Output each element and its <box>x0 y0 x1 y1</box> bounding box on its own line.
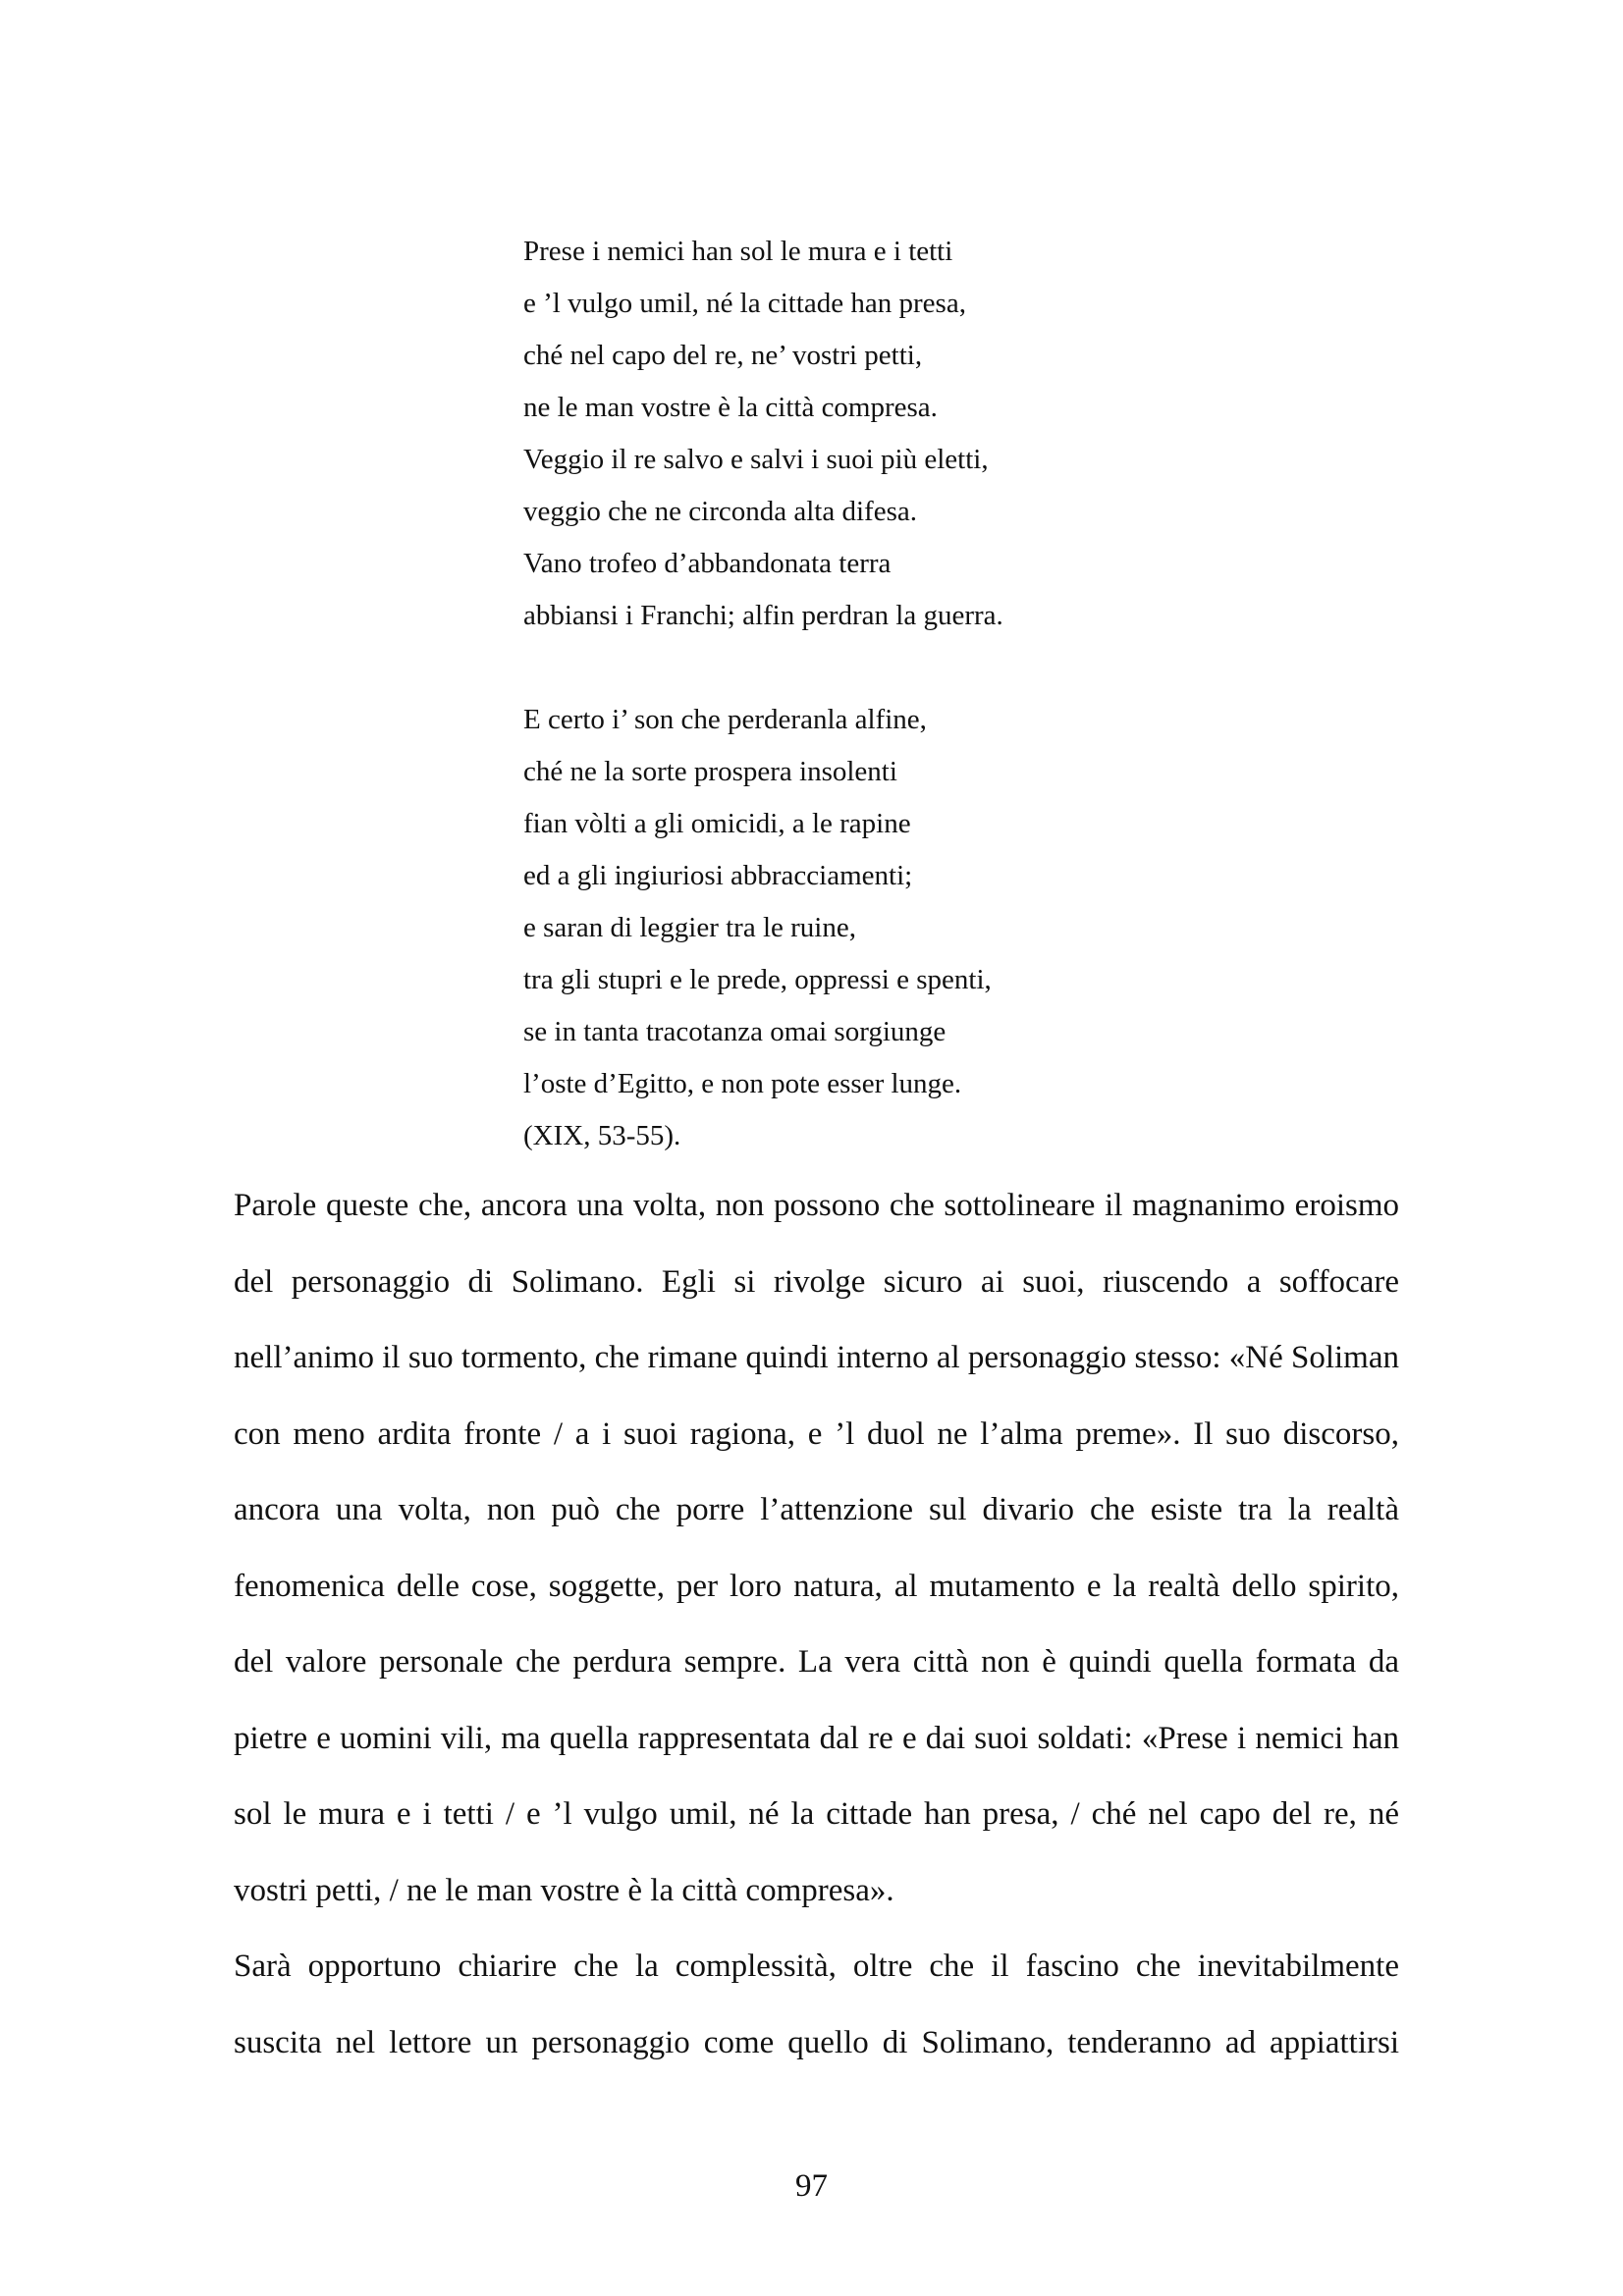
verse-line: abbiansi i Franchi; alfin perdran la guerra. <box>523 600 1003 631</box>
verse-line: tra gli stupri e le prede, oppressi e spenti, <box>523 964 992 995</box>
verse-line: ché nel capo del re, ne’ vostri petti, <box>523 340 923 371</box>
verse-line: ed a gli ingiuriosi abbracciamenti; <box>523 860 913 891</box>
body-paragraph-2: Sarà opportuno chiarire che la complessità, oltre che il fascino che inevitabilmente suscita nel lettore un personaggio come quello di Solimano, tenderanno ad appiattirsi <box>234 1949 1399 2060</box>
verse-line: veggio che ne circonda alta difesa. <box>523 496 917 527</box>
verse-line: ne le man vostre è la città compresa. <box>523 392 938 423</box>
verse-line: Veggio il re salvo e salvi i suoi più eletti, <box>523 444 989 475</box>
verse-line: e saran di leggier tra le ruine, <box>523 912 856 943</box>
verse-citation: (XIX, 53-55). <box>523 1120 681 1151</box>
verse-stanza-2 <box>523 694 1211 1162</box>
verse-stanza-1 <box>523 226 1211 642</box>
verse-line: l’oste d’Egitto, e non pote esser lunge. <box>523 1068 962 1099</box>
verse-line: e ’l vulgo umil, né la cittade han presa, <box>523 288 966 319</box>
verse-line: Prese i nemici han sol le mura e i tetti <box>523 236 953 267</box>
verse-line: E certo i’ son che perderanla alfine, <box>523 704 927 735</box>
body-paragraph-1: Parole queste che, ancora una volta, non possono che sottolineare il magnanimo eroismo del personaggio di Solimano. Egli si rivolge sicuro ai suoi, riuscendo a soffocare nell’animo il suo tormento, che rimane quindi interno al personaggio stesso: «Né Soliman con meno ardita fronte / a i suoi ragiona, e ’l duol ne l’alma preme». Il suo discorso, ancora una volta, non può che porre l’attenzione sul divario che esiste tra la realtà fenomenica delle cose, soggette, per loro natura, al mutamento e la realtà dello spirito, del valore personale che perdura sempre. La vera città non è quindi quella formata da pietre e uomini vili, ma quella rappresentata dal re e dai suoi soldati: «Prese i nemici han sol le mura e i tetti / e ’l vulgo umil, né la cittade han presa, / ché nel capo del re, né vostri petti, / ne le man vostre è la città compresa». <box>234 1188 1399 1908</box>
verse-line: Vano trofeo d’abbandonata terra <box>523 548 892 579</box>
verse-line: se in tanta tracotanza omai sorgiunge <box>523 1016 947 1047</box>
verse-line: ché ne la sorte prospera insolenti <box>523 756 897 787</box>
verse-line: fian vòlti a gli omicidi, a le rapine <box>523 808 911 839</box>
page-number: 97 <box>795 2168 828 2204</box>
